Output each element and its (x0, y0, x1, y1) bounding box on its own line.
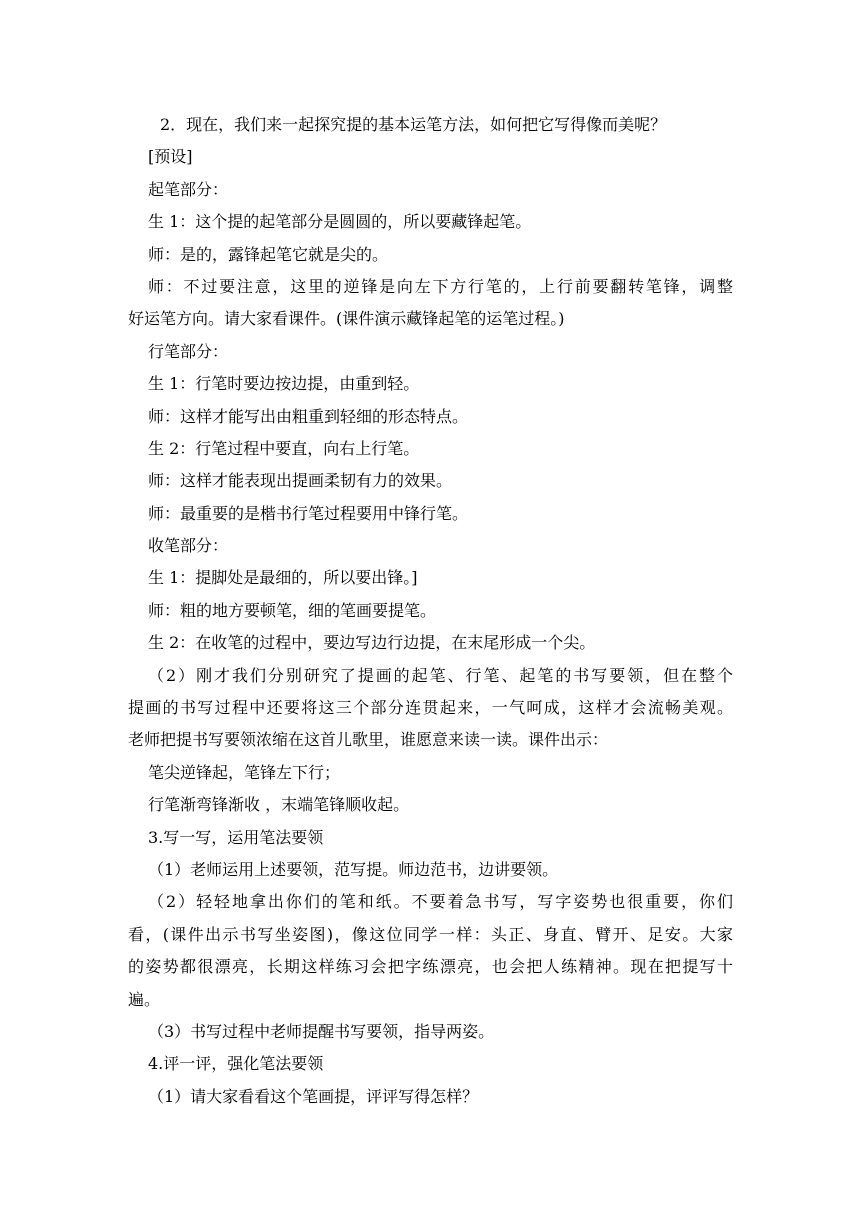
paragraph-line: 提画的书写过程中还要将这三个部分连贯起来，一气呵成，这样才会流畅美观。 (128, 698, 733, 718)
paragraph-line: 的姿势都很漂亮，长期这样练习会把字练漂亮，也会把人练精神。现在把提写十 (128, 957, 733, 977)
paragraph-line: （3）书写过程中老师提醒书写要领，指导两姿。 (148, 1021, 495, 1041)
paragraph-line: （1）老师运用上述要领，范写提。师边范书，边讲要领。 (148, 859, 559, 879)
paragraph-line: 老师把提书写要领浓缩在这首儿歌里，谁愿意来读一读。课件出示： (128, 730, 609, 750)
paragraph-line: 师：这样才能写出由粗重到轻细的形态特点。 (148, 406, 469, 426)
paragraph-line: 师：不过要注意，这里的逆锋是向左下方行笔的，上行前要翻转笔锋，调整 (148, 276, 733, 296)
paragraph-line: 生 2：行笔过程中要直，向右上行笔。 (148, 438, 420, 458)
paragraph-line: 4.评一评，强化笔法要领 (148, 1054, 324, 1074)
paragraph-line: （2）轻轻地拿出你们的笔和纸。不要着急书写，写字姿势也很重要，你们 (148, 892, 733, 912)
paragraph-line: 生 1：这个提的起笔部分是圆圆的，所以要藏锋起笔。 (148, 212, 532, 232)
paragraph-line: 笔尖逆锋起，笔锋左下行； (148, 762, 341, 782)
paragraph-line: 遍。 (128, 989, 161, 1009)
paragraph-line: 好运笔方向。请大家看课件。(课件演示藏锋起笔的运笔过程。) (128, 309, 565, 329)
paragraph-line: [预设] (148, 147, 193, 167)
paragraph-line: 看，(课件出示书写坐姿图)，像这位同学一样：头正、身直、臂开、足安。大家 (128, 924, 733, 944)
paragraph-line: 师：这样才能表现出提画柔韧有力的效果。 (148, 471, 453, 491)
paragraph-line: 行笔部分： (148, 341, 229, 361)
document-body (128, 109, 733, 1113)
paragraph-line: 师：是的，露锋起笔它就是尖的。 (148, 244, 389, 264)
paragraph-line: 3.写一写，运用笔法要领 (148, 827, 324, 847)
paragraph-line: 起笔部分： (148, 179, 229, 199)
paragraph-line: 行笔渐弯锋渐收 ，末端笔锋顺收起。 (148, 795, 410, 815)
paragraph-line: 生 2：在收笔的过程中，要边写边行边提，在末尾形成一个尖。 (148, 633, 596, 653)
paragraph-line: （2）刚才我们分别研究了提画的起笔、行笔、起笔的书写要领，但在整个 (148, 665, 733, 685)
paragraph-line: 生 1：提脚处是最细的，所以要出锋。] (148, 568, 418, 588)
paragraph-line: 师：粗的地方要顿笔，细的笔画要提笔。 (148, 600, 437, 620)
paragraph-line: 师：最重要的是楷书行笔过程要用中锋行笔。 (148, 503, 469, 523)
paragraph-line: 收笔部分： (148, 536, 229, 556)
paragraph-line: 2．现在，我们来一起探究提的基本运笔方法，如何把它写得像而美呢？ (160, 115, 667, 134)
paragraph-line: （1）请大家看看这个笔画提，评评写得怎样？ (148, 1086, 479, 1106)
paragraph-line: 生 1：行笔时要边按边提，由重到轻。 (148, 374, 420, 394)
